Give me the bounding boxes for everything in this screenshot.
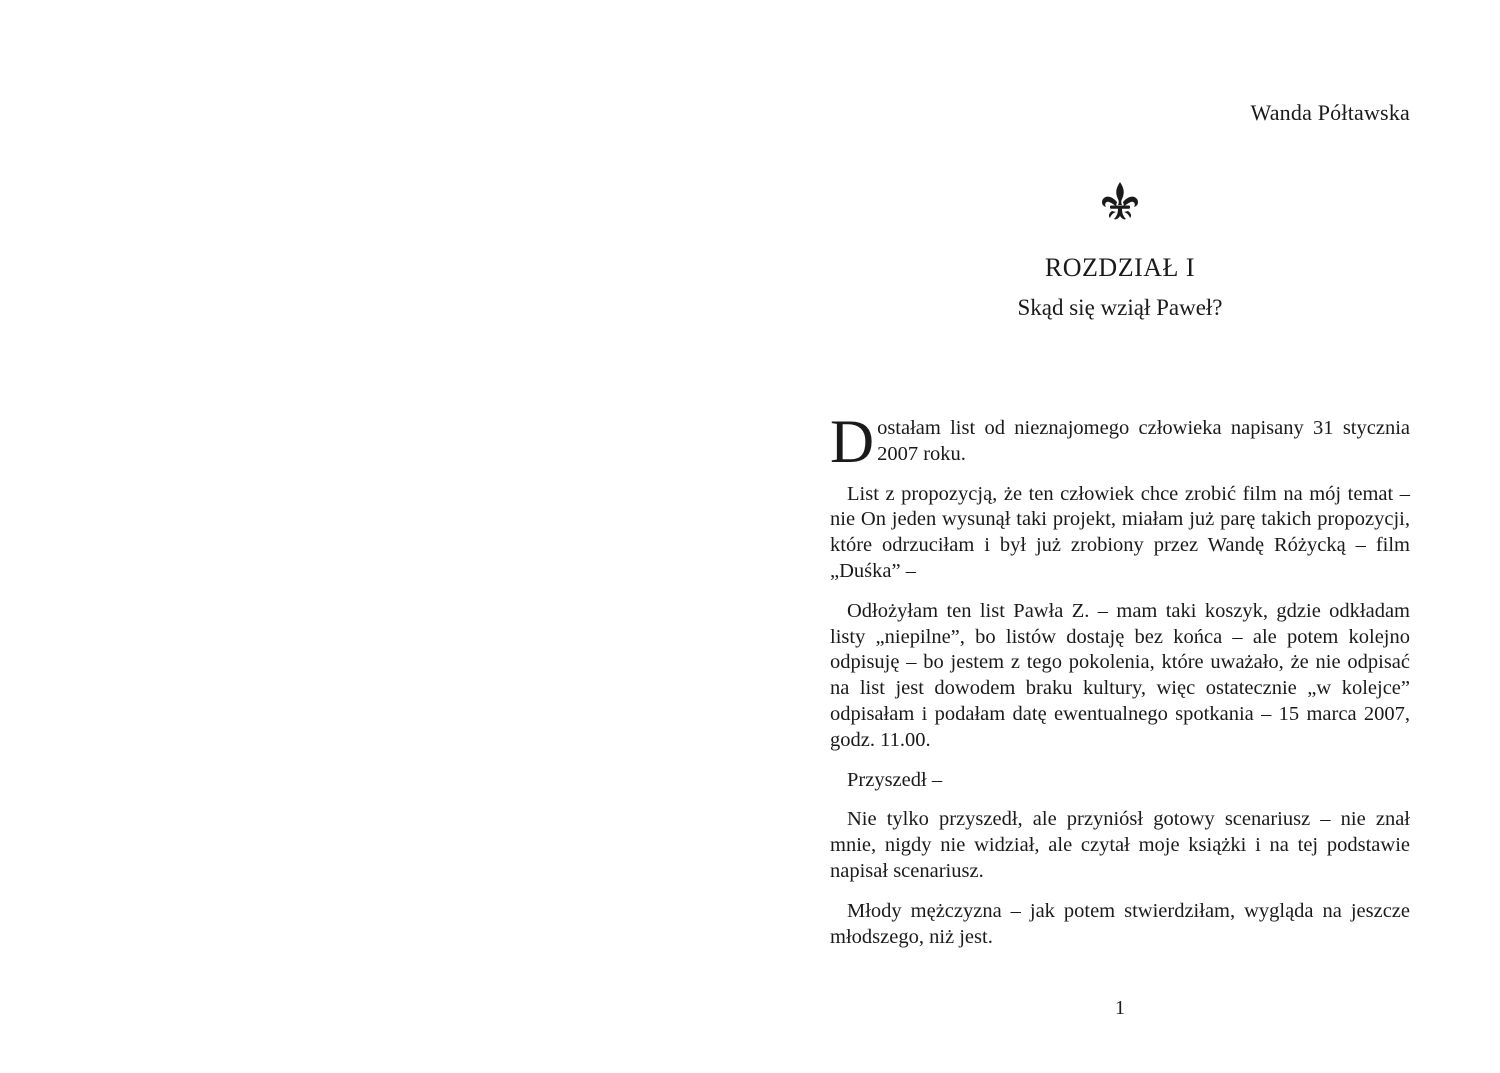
dropcap-letter: D — [830, 409, 875, 476]
paragraph: Przyszedł – — [847, 768, 943, 791]
paragraph: List z propozycją, że ten człowiek chce zrobić film na mój temat – nie On jeden wysunął taki projekt, miałam już parę takich propozycji, które odrzuciłam i był już zrobiony przez Wandę Różycką – film „Duśka” – — [830, 482, 1410, 582]
fleur-de-lis-icon — [1100, 180, 1140, 224]
paragraph: Odłożyłam ten list Pawła Z. – mam taki koszyk, gdzie odkładam listy „niepilne”, bo listów dostaję bez końca – ale potem kolejno odpisuję – bo jestem z tego pokolenia, które uważało, że nie odpisać na list jest dowodem braku kultury, więc ostatecznie „w kolejce” odpisałam i podałam datę ewentualnego spotkania – 15 marca 2007, godz. 11.00. — [830, 599, 1410, 751]
chapter-body — [830, 409, 1410, 964]
paragraph: Młody mężczyzna – jak potem stwierdziłam, wygląda na jeszcze młodszego, niż jest. — [830, 899, 1410, 948]
chapter-subtitle: Skąd się wziął Paweł? — [1017, 295, 1223, 320]
right-page — [750, 0, 1500, 1073]
running-head-author: Wanda Półtawska — [1250, 100, 1410, 125]
chapter-title: ROZDZIAŁ I — [1044, 253, 1196, 282]
paragraph-first-text: ostałam list od nieznajomego człowieka napisany 31 stycznia 2007 roku. — [877, 417, 1410, 465]
paragraph: Nie tylko przyszedł, ale przyniósł gotowy scenariusz – nie znał mnie, nigdy nie widział, ale czytał moje książki i na tej podstawie napisał scenariusz. — [830, 808, 1410, 882]
paragraph-first — [830, 409, 1410, 476]
page-number: 1 — [1115, 997, 1125, 1019]
